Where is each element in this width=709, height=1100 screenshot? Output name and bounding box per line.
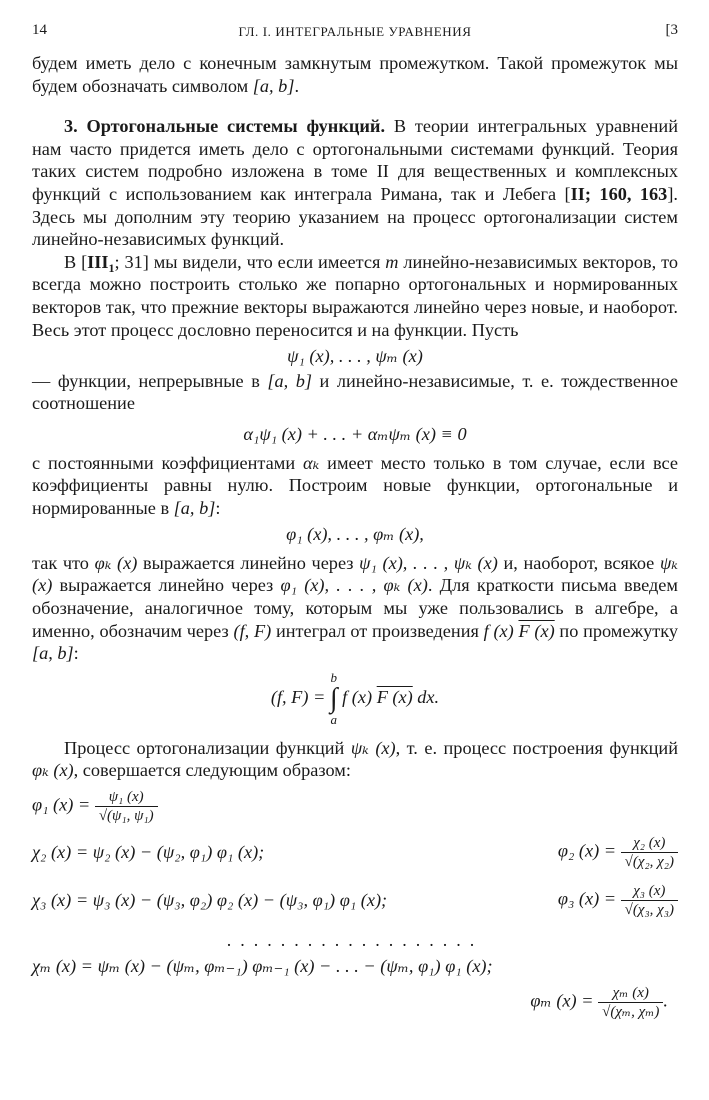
phim-fraction [598, 984, 663, 1021]
integrand-f: f (x) [342, 687, 373, 708]
F-conjugate: F (x) [518, 620, 555, 641]
integrand-dx: dx. [412, 687, 440, 708]
integral-sign: ∫ [329, 682, 338, 714]
phi1-lhs: φ₁ (x) = [32, 794, 95, 815]
section-heading: 3. Ортогональные системы функций. [64, 116, 386, 137]
m-symbol: m [385, 251, 399, 272]
phi2-formula [558, 834, 678, 871]
vectors-paragraph [32, 251, 678, 341]
phi3-lhs: φ₃ (x) = [557, 888, 621, 909]
so-that-text-3: и, наоборот, всякое [497, 552, 660, 573]
constant-coefficients-paragraph [32, 452, 678, 520]
phi2-lhs: φ₂ (x) = [557, 840, 621, 861]
so-that-text-6: интеграл от произведения [271, 620, 484, 641]
psi-k: ψₖ (x) [32, 552, 678, 596]
equation-phi1 [32, 788, 678, 834]
phi2-denominator: √(χ₂, χ₂) [624, 854, 674, 871]
inner-product-lhs: (f, F) = [270, 687, 330, 708]
ellipsis-row: ................... [226, 930, 484, 951]
phi1-formula [32, 788, 158, 825]
section-3-text: В теории интегральных уравнений нам часто придется иметь дело с ортогональными системами функций. Теория таких систем подробно изложена в томе II для вещественных и комплексных функций с использованием как интеграла Римана, так и Лебега [ [32, 116, 678, 204]
so-that-text-8: : [73, 643, 79, 664]
formula-phi-list: φ₁ (x), . . . , φₘ (x), [286, 524, 424, 545]
phim-lhs: φₘ (x) = [530, 990, 599, 1011]
vectors-lead: В [ [64, 251, 88, 272]
chi2-formula: χ₂ (x) = ψ₂ (x) − (ψ₂, φ₁) φ₁ (x); [32, 842, 265, 863]
phim-denominator: √(χₘ, χₘ) [602, 1004, 660, 1021]
phi2-fraction [621, 834, 678, 871]
process-text-2: , т. е. процесс построения функций [395, 737, 678, 758]
phi-k: φₖ (x) [32, 760, 74, 781]
phi-k: φₖ (x) [94, 552, 138, 573]
running-head [32, 18, 678, 48]
chapter-title: ГЛ. I. ИНТЕГРАЛЬНЫЕ УРАВНЕНИЯ [238, 24, 472, 39]
intro-text-2: . [294, 75, 300, 96]
phim-period: . [663, 990, 668, 1011]
integrand-F-conjugate: F (x) [376, 687, 413, 708]
vectors-text: линейно-независимых векторов, то всегда можно построить столько же попарно ортогональных и нормированных векторов так, что прежние векторы выражаются линейно через новые, и наоборот. Весь этот процесс дословно переносится и на функции. Пусть [32, 251, 678, 340]
f-of-x: f (x) [483, 620, 514, 641]
vectors-ref: III [87, 251, 109, 272]
interval-ab: [a, b] [252, 75, 295, 96]
process-text-1: Процесс ортогонализации функций [64, 737, 351, 758]
book-page [32, 18, 678, 1026]
chi3-formula: χ₃ (x) = ψ₃ (x) − (ψ₃, φ₂) φ₂ (x) − (ψ₃, φ₁) φ₁ (x); [32, 890, 388, 911]
continuous-paragraph [32, 370, 678, 415]
psi-k: ψₖ (x) [350, 737, 396, 758]
phi3-numerator: χ₃ (x) [621, 882, 678, 901]
orthogonalization-equations [32, 788, 678, 1026]
so-that-paragraph [32, 552, 678, 665]
formula-linear-identity: α₁ψ₁ (x) + . . . + αₘψₘ (x) ≡ 0 [243, 423, 467, 444]
so-that-text-5: . Для краткости письма введем обозначение, аналогичное тому, которым мы уже пользовались в алгебре, а именно, обозначим через [32, 575, 678, 641]
equation-chim [32, 956, 678, 984]
equation-phim [32, 984, 678, 1026]
page-number: 14 [32, 22, 47, 38]
section-3-reference: II; 160, 163 [570, 183, 668, 204]
phi3-fraction [621, 882, 678, 919]
process-paragraph [32, 737, 678, 782]
phi3-denominator: √(χ₃, χ₃) [624, 902, 674, 919]
intro-text-1: будем иметь дело с конечным замкнутым промежутком. Такой промежуток мы будем обозначать символом [32, 53, 678, 96]
phim-formula [530, 984, 668, 1021]
intro-paragraph [32, 52, 678, 97]
formula-psi-list: ψ₁ (x), . . . , ψₘ (x) [287, 346, 423, 367]
phi-list: φ₁ (x), . . . , φₖ (x) [280, 575, 428, 596]
vectors-ref-rest: ; 31] мы видели, что если имеется [114, 251, 386, 272]
interval-ab: [a, b] [267, 370, 312, 391]
process-text-3: , совершается следующим образом: [73, 760, 351, 781]
equation-chi2-phi2 [32, 834, 678, 876]
continuous-text-1: — функции, непрерывные в [32, 370, 268, 391]
phi1-fraction [95, 788, 158, 825]
section-3-text-end: ]. Здесь мы дополним эту теорию указанием на процесс ортогонализации систем линейно-независимых функций. [32, 183, 678, 250]
interval-ab: [a, b] [173, 497, 216, 518]
so-that-text-1: так что [32, 552, 95, 573]
integral-upper-limit: b [330, 669, 337, 685]
constant-text-1: с постоянными коэффициентами [32, 452, 303, 473]
constant-text-2: имеет место только в том случае, если все коэффициенты равны нулю. Построим новые функции, ортогональные и нормированные в [32, 452, 678, 518]
integral-icon [330, 671, 338, 727]
so-that-text-4: выражается линейно через [52, 575, 281, 596]
section-3-paragraph [32, 115, 678, 251]
phi1-denominator: √(ψ₁, ψ₁) [98, 808, 154, 825]
chim-formula: χₘ (x) = ψₘ (x) − (ψₘ, φₘ₋₁) φₘ₋₁ (x) − . . . − (ψₘ, φ₁) φ₁ (x); [32, 956, 493, 977]
constant-text-3: : [215, 497, 221, 518]
phi2-numerator: χ₂ (x) [621, 834, 678, 853]
vectors-ref-sub: 1 [108, 260, 115, 275]
section-marker: [3 [665, 22, 678, 38]
so-that-text-7: по промежутку [554, 620, 679, 641]
phi3-formula [558, 882, 678, 919]
inner-product-notation: (f, F) [233, 620, 272, 641]
alpha-k: αₖ [303, 452, 320, 473]
equation-chi3-phi3 [32, 882, 678, 924]
formula-inner-product [32, 671, 678, 727]
integral-lower-limit: a [330, 711, 337, 727]
continuous-text-2: и линейно-независимые, т. е. тождественное соотношение [32, 370, 678, 414]
so-that-text-2: выражается линейно через [137, 552, 360, 573]
phim-numerator: χₘ (x) [598, 984, 663, 1003]
phi1-numerator: ψ₁ (x) [95, 788, 158, 807]
psi-list: ψ₁ (x), . . . , ψₖ (x) [359, 552, 498, 573]
interval-ab: [a, b] [32, 643, 74, 664]
